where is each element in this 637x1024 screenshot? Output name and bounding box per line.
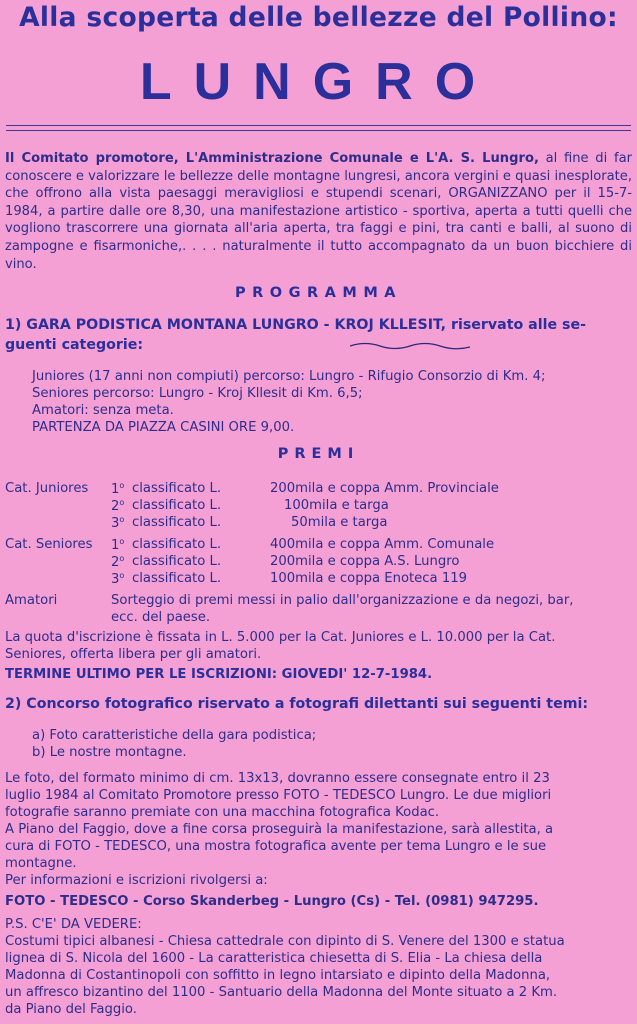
- quota-line: Seniores, offerta libera per gli amatori.: [5, 647, 262, 662]
- section1-line: Juniores (17 anni non compiuti) percorso: Lungro - Rifugio Consorzio di Km. 4;: [32, 369, 546, 384]
- divider-bottom: [6, 130, 631, 131]
- quota-line: La quota d'iscrizione è fissata in L. 5.000 per la Cat. Juniores e L. 10.000 per la Cat.: [5, 630, 556, 645]
- intro-lead: Il Comitato promotore, L'Amministrazione Comunale e L'A. S. Lungro,: [5, 151, 539, 166]
- theme-item: b) Le nostre montagne.: [32, 745, 187, 760]
- place-text: classificato L.: [132, 515, 222, 530]
- intro-text: al fine di far conoscere e valorizzare le bellezze delle montagne lungresi, ancora vergini e quasi inesplorate, che offrono alla vista paesaggi meravigliosi e stupendi scenari, ORGANIZZANO per il 15-7-1984, a partire dalle ore 8,30, una manifestazione artistico - sportiva, aperta a tutti quelli che vogliono trascorrere una giornata all'aria aperta, tra faggi e pini, tra canti e balli, al suono di zampogne e fisarmoniche,. . . . naturalmente il tutto accompagnato da un buon bicchiere di vino.: [5, 151, 632, 272]
- section1-line: Seniores percorso: Lungro - Kroj Kllesit di Km. 6,5;: [32, 386, 363, 401]
- premi-heading: PREMI: [277, 446, 360, 462]
- ps-title: P.S. C'E' DA VEDERE:: [5, 917, 142, 932]
- amatori-line: Sorteggio di premi messi in palio dall'organizzazione e da negozi, bar,: [111, 593, 574, 608]
- amatori-label: Amatori: [5, 593, 58, 608]
- section2-line: fotografie saranno premiate con una macchina fotografica Kodac.: [5, 805, 440, 820]
- place-number: 2$^o$: [111, 554, 125, 570]
- place-number: 1$^o$: [111, 481, 125, 497]
- town-name: LUNGRO: [139, 53, 498, 111]
- ps-line: da Piano del Faggio.: [5, 1002, 137, 1017]
- section2-line: cura di FOTO - TEDESCO, una mostra fotografica avente per tema Lungro e le sue: [5, 839, 547, 854]
- section2-title: 2) Concorso fotografico riservato a fotografi dilettanti sui seguenti temi:: [5, 696, 589, 712]
- section2-line: Per informazioni e iscrizioni rivolgersi a:: [5, 873, 268, 888]
- prize-text: 400mila e coppa Amm. Comunale: [270, 537, 495, 552]
- poster-title: Alla scoperta delle bellezze del Pollino:: [19, 2, 618, 33]
- prize-text: 200mila e coppa A.S. Lungro: [270, 554, 460, 569]
- divider-top: [6, 125, 631, 126]
- contact-line: FOTO - TEDESCO - Corso Skanderbeg - Lungro (Cs) - Tel. (0981) 947295.: [5, 894, 539, 909]
- place-number: 2$^o$: [111, 498, 125, 514]
- ps-line: lignea di S. Nicola del 1600 - La caratteristica chiesetta di S. Elia - La chiesa della: [5, 951, 543, 966]
- place-number: 1$^o$: [111, 537, 125, 553]
- section1-title-line2: guenti categorie:: [5, 337, 144, 353]
- ps-line: Madonna di Costantinopoli con soffitto in legno intarsiato e dipinto della Madonna,: [5, 968, 551, 983]
- section1-line: Amatori: senza meta.: [32, 403, 174, 418]
- section2-line: luglio 1984 al Comitato Promotore presso FOTO - TEDESCO Lungro. Le due migliori: [5, 788, 552, 803]
- ps-line: un affresco bizantino del 1100 - Santuario della Madonna del Monte situato a 2 Km.: [5, 985, 558, 1000]
- place-text: classificato L.: [132, 571, 222, 586]
- section2-line: Le foto, del formato minimo di cm. 13x13, dovranno essere consegnate entro il 23: [5, 771, 550, 786]
- place-text: classificato L.: [132, 554, 222, 569]
- ps-line: Costumi tipici albanesi - Chiesa cattedrale con dipinto di S. Venere del 1300 e statua: [5, 934, 565, 949]
- termine: TERMINE ULTIMO PER LE ISCRIZIONI: GIOVEDI' 12-7-1984.: [5, 667, 433, 682]
- prize-text: 100mila e targa: [284, 498, 389, 513]
- seniores-label: Cat. Seniores: [5, 537, 93, 552]
- amatori-line: ecc. del paese.: [111, 610, 211, 625]
- underline-squiggle: [350, 341, 470, 351]
- programma-heading: PROGRAMMA: [235, 285, 402, 301]
- place-text: classificato L.: [132, 481, 222, 496]
- section2-line: A Piano del Faggio, dove a fine corsa proseguirà la manifestazione, sarà allestita, a: [5, 822, 554, 837]
- place-number: 3$^o$: [111, 515, 125, 531]
- theme-item: a) Foto caratteristiche della gara podistica;: [32, 728, 317, 743]
- intro-paragraph: [5, 150, 632, 273]
- section2-line: montagne.: [5, 856, 77, 871]
- section1-line: PARTENZA DA PIAZZA CASINI ORE 9,00.: [32, 420, 295, 435]
- juniores-label: Cat. Juniores: [5, 481, 89, 496]
- place-number: 3$^o$: [111, 571, 125, 587]
- place-text: classificato L.: [132, 498, 222, 513]
- prize-text: 100mila e coppa Enoteca 119: [270, 571, 467, 586]
- prize-text: 200mila e coppa Amm. Provinciale: [270, 481, 499, 496]
- place-text: classificato L.: [132, 537, 222, 552]
- prize-text: 50mila e targa: [291, 515, 388, 530]
- section1-title-line1: 1) GARA PODISTICA MONTANA LUNGRO - KROJ KLLESIT, riservato alle se-: [5, 317, 586, 333]
